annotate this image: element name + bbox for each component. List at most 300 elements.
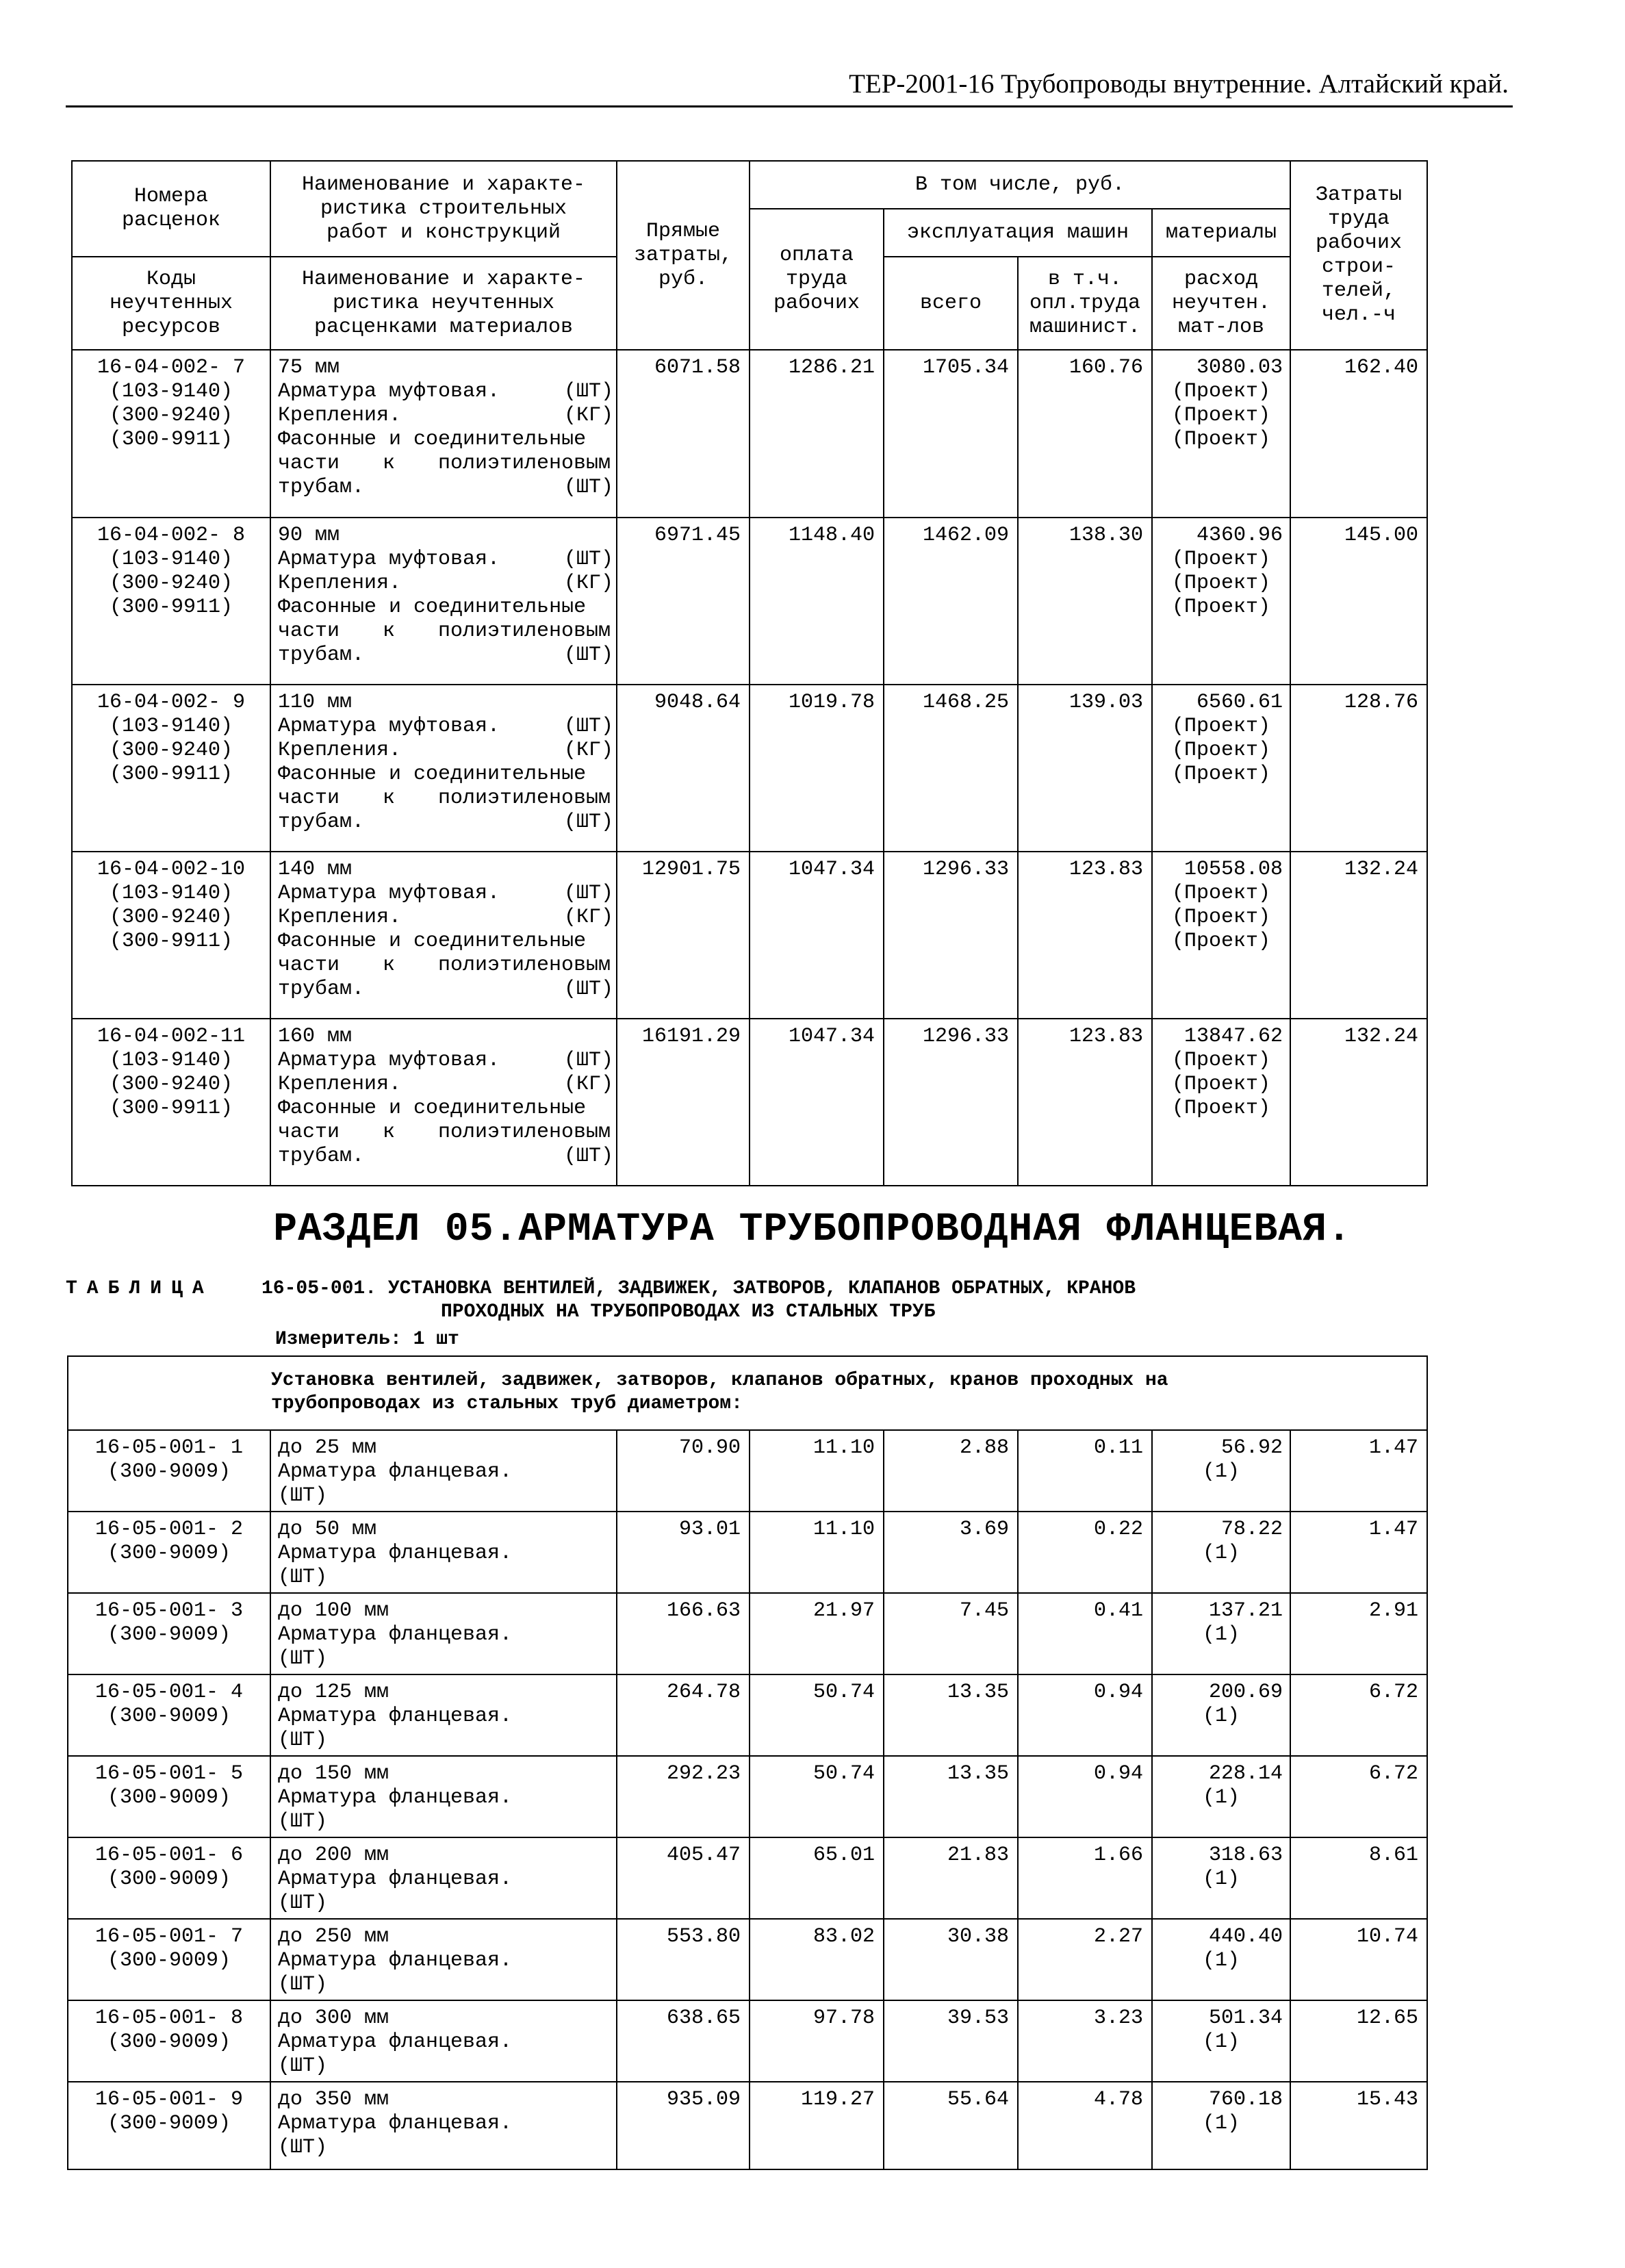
material-line bbox=[278, 1542, 613, 1590]
rate-name-cell bbox=[270, 685, 617, 852]
material-unit: (КГ) bbox=[563, 739, 613, 762]
rate-name-cell bbox=[270, 350, 617, 518]
material-name: трубам. bbox=[278, 1145, 365, 1168]
material-line bbox=[278, 906, 613, 930]
material-name: Арматура фланцевая. bbox=[278, 2112, 513, 2135]
value-operator: 1.66 bbox=[1018, 1837, 1152, 1919]
table-row bbox=[68, 1919, 1427, 2000]
value-labor: 50.74 bbox=[750, 1756, 884, 1837]
value-direct: 9048.64 bbox=[617, 685, 750, 852]
valve-size: до 100 мм bbox=[278, 1599, 389, 1622]
material-line bbox=[278, 1786, 613, 1834]
material-name: Фасонные и соединительные bbox=[278, 596, 587, 619]
header-material-names: Наименование и характе- ристика неучтенных расценками материалов bbox=[270, 257, 617, 350]
resource-code: (103-9140) bbox=[109, 882, 233, 905]
material-unit: (КГ) bbox=[563, 906, 613, 929]
value-labor: 1047.34 bbox=[750, 1019, 884, 1186]
material-unit: (ШТ) bbox=[563, 1145, 613, 1168]
rate-code: 16-05-001- 3 bbox=[94, 1599, 244, 1622]
running-header bbox=[66, 67, 1513, 107]
value-materials bbox=[1152, 1837, 1290, 1919]
project-note: (Проект) bbox=[1171, 1073, 1271, 1096]
value-direct: 264.78 bbox=[617, 1674, 750, 1756]
value-hours: 132.24 bbox=[1290, 1019, 1427, 1186]
material-line bbox=[278, 404, 613, 428]
rate-code: 16-04-002-11 bbox=[97, 1025, 246, 1048]
text-word: полиэтиленовым bbox=[437, 1121, 611, 1144]
table-row bbox=[72, 1019, 1427, 1186]
materials-value: 760.18 bbox=[1208, 2088, 1283, 2111]
material-name: Арматура муфтовая. bbox=[278, 1049, 500, 1072]
resource-code: (300-9911) bbox=[109, 763, 233, 786]
header-rate-numbers: Номера расценок bbox=[72, 161, 270, 257]
value-operator: 0.94 bbox=[1018, 1756, 1152, 1837]
rate-name-cell bbox=[270, 1674, 617, 1756]
valve-size: до 300 мм bbox=[278, 2006, 389, 2030]
value-operator: 0.41 bbox=[1018, 1593, 1152, 1674]
rate-code-cell bbox=[72, 518, 270, 685]
resource-code: (300-9240) bbox=[109, 906, 233, 929]
resource-code: (300-9240) bbox=[109, 739, 233, 762]
value-hours: 1.47 bbox=[1290, 1430, 1427, 1512]
material-name: Арматура фланцевая. bbox=[278, 1542, 513, 1565]
value-materials bbox=[1152, 685, 1290, 852]
rate-code-cell bbox=[72, 852, 270, 1019]
material-name: Арматура муфтовая. bbox=[278, 715, 500, 738]
value-operator: 138.30 bbox=[1018, 518, 1152, 685]
project-note: (Проект) bbox=[1171, 882, 1271, 905]
value-hours: 10.74 bbox=[1290, 1919, 1427, 2000]
valve-size: до 25 мм bbox=[278, 1436, 377, 1460]
resource-code: (103-9140) bbox=[109, 380, 233, 403]
material-line bbox=[278, 978, 613, 1002]
material-name: Крепления. bbox=[278, 404, 402, 427]
material-line bbox=[278, 1145, 613, 1169]
value-materials bbox=[1152, 1756, 1290, 1837]
value-materials bbox=[1152, 1430, 1290, 1512]
text-word: полиэтиленовым bbox=[437, 620, 611, 643]
value-hours: 2.91 bbox=[1290, 1593, 1427, 1674]
project-note: (Проект) bbox=[1171, 404, 1271, 427]
pipe-size: 90 мм bbox=[278, 524, 340, 547]
rate-code: 16-05-001- 5 bbox=[94, 1762, 244, 1785]
material-name: трубам. bbox=[278, 811, 365, 834]
text-word: к bbox=[382, 954, 395, 977]
project-note: (Проект) bbox=[1171, 763, 1271, 786]
header-machines-total: всего bbox=[884, 257, 1018, 350]
value-direct: 93.01 bbox=[617, 1512, 750, 1593]
value-hours: 1.47 bbox=[1290, 1512, 1427, 1593]
value-labor: 65.01 bbox=[750, 1837, 884, 1919]
rate-name-cell bbox=[270, 518, 617, 685]
rate-name-cell bbox=[270, 1837, 617, 1919]
value-labor: 1019.78 bbox=[750, 685, 884, 852]
value-labor: 21.97 bbox=[750, 1593, 884, 1674]
value-direct: 166.63 bbox=[617, 1593, 750, 1674]
text-word: к bbox=[382, 1121, 395, 1144]
valve-size: до 125 мм bbox=[278, 1681, 389, 1704]
value-hours: 12.65 bbox=[1290, 2000, 1427, 2082]
value-direct: 638.65 bbox=[617, 2000, 750, 2082]
material-note: (1) bbox=[1202, 2112, 1240, 2135]
value-machines: 39.53 bbox=[884, 2000, 1018, 2082]
resource-code: (300-9240) bbox=[109, 572, 233, 595]
material-line bbox=[278, 1868, 613, 1915]
material-name: Арматура фланцевая. bbox=[278, 2030, 513, 2054]
project-note: (Проект) bbox=[1171, 1049, 1271, 1072]
value-direct: 292.23 bbox=[617, 1756, 750, 1837]
pipe-size: 110 мм bbox=[278, 691, 353, 714]
material-unit: (КГ) bbox=[563, 404, 613, 427]
material-name: Арматура фланцевая. bbox=[278, 1460, 513, 1483]
material-line bbox=[278, 620, 613, 644]
material-unit: (ШТ) bbox=[563, 715, 613, 738]
header-including: В том числе, руб. bbox=[750, 161, 1290, 209]
rate-name-cell bbox=[270, 2082, 617, 2169]
header-work-name: Наименование и характе- ристика строительных работ и конструкций bbox=[270, 161, 617, 257]
value-materials bbox=[1152, 2082, 1290, 2169]
resource-code: (300-9911) bbox=[109, 428, 233, 451]
material-unit: (ШТ) bbox=[563, 380, 613, 403]
header-wages: оплата труда рабочих bbox=[750, 209, 884, 350]
value-machines: 1296.33 bbox=[884, 852, 1018, 1019]
value-direct: 405.47 bbox=[617, 1837, 750, 1919]
material-line bbox=[278, 787, 613, 811]
material-unit: (КГ) bbox=[563, 572, 613, 595]
material-name: Арматура муфтовая. bbox=[278, 548, 500, 571]
materials-value: 501.34 bbox=[1208, 2006, 1283, 2030]
table-row bbox=[68, 1837, 1427, 1919]
text-word: полиэтиленовым bbox=[437, 787, 611, 810]
resource-code: (300-9240) bbox=[109, 404, 233, 427]
rate-code-cell bbox=[68, 1919, 270, 2000]
valve-size: до 350 мм bbox=[278, 2088, 389, 2111]
table-row bbox=[68, 1756, 1427, 1837]
rate-code-cell bbox=[72, 685, 270, 852]
material-name: Крепления. bbox=[278, 906, 402, 929]
value-direct: 6071.58 bbox=[617, 350, 750, 518]
value-materials bbox=[1152, 1019, 1290, 1186]
value-labor: 97.78 bbox=[750, 2000, 884, 2082]
material-unit: (ШТ) bbox=[563, 644, 613, 667]
value-machines: 2.88 bbox=[884, 1430, 1018, 1512]
materials-value: 318.63 bbox=[1208, 1844, 1283, 1867]
value-labor: 11.10 bbox=[750, 1430, 884, 1512]
material-note: (1) bbox=[1202, 1949, 1240, 1972]
resource-code: (300-9009) bbox=[107, 1949, 231, 1972]
rate-code-cell bbox=[72, 1019, 270, 1186]
table-label: ТАБЛИЦА bbox=[66, 1278, 214, 1299]
value-machines: 13.35 bbox=[884, 1756, 1018, 1837]
rate-name-cell bbox=[270, 1593, 617, 1674]
value-operator: 139.03 bbox=[1018, 685, 1152, 852]
material-unit: (ШТ) bbox=[563, 548, 613, 571]
value-direct: 16191.29 bbox=[617, 1019, 750, 1186]
rate-code: 16-05-001- 7 bbox=[94, 1925, 244, 1948]
header-resource-codes: Коды неучтенных ресурсов bbox=[72, 257, 270, 350]
value-hours: 145.00 bbox=[1290, 518, 1427, 685]
material-name: Фасонные и соединительные bbox=[278, 428, 587, 451]
pipe-size: 140 мм bbox=[278, 858, 353, 881]
value-hours: 162.40 bbox=[1290, 350, 1427, 518]
text-word: части bbox=[278, 954, 340, 977]
header-machine-operation: эксплуатация машин bbox=[884, 209, 1152, 257]
text-word: к bbox=[382, 787, 395, 810]
value-direct: 6971.45 bbox=[617, 518, 750, 685]
table-row bbox=[72, 685, 1427, 852]
value-operator: 0.22 bbox=[1018, 1512, 1152, 1593]
materials-value: 200.69 bbox=[1208, 1681, 1283, 1704]
table-row bbox=[68, 1593, 1427, 1674]
group-title: Установка вентилей, задвижек, затворов, клапанов обратных, кранов проходных на трубопроводах из стальных труб диаметром: bbox=[68, 1356, 1427, 1430]
value-materials bbox=[1152, 350, 1290, 518]
material-line bbox=[278, 1623, 613, 1671]
value-machines: 1468.25 bbox=[884, 685, 1018, 852]
project-note: (Проект) bbox=[1171, 380, 1271, 403]
table-row bbox=[72, 518, 1427, 685]
material-unit: (ШТ) bbox=[278, 1891, 328, 1915]
value-machines: 1296.33 bbox=[884, 1019, 1018, 1186]
material-unit: (ШТ) bbox=[278, 1647, 328, 1670]
material-unit: (ШТ) bbox=[563, 978, 613, 1001]
value-labor: 50.74 bbox=[750, 1674, 884, 1756]
project-note: (Проект) bbox=[1171, 906, 1271, 929]
rate-name-cell bbox=[270, 852, 617, 1019]
value-materials bbox=[1152, 518, 1290, 685]
table-row bbox=[68, 1674, 1427, 1756]
material-line bbox=[278, 1121, 613, 1145]
text-word: к bbox=[382, 620, 395, 643]
rate-name-cell bbox=[270, 2000, 617, 2082]
rate-code: 16-05-001- 1 bbox=[94, 1436, 244, 1460]
project-note: (Проект) bbox=[1171, 596, 1271, 619]
resource-code: (300-9240) bbox=[109, 1073, 233, 1096]
rate-code-cell bbox=[68, 1512, 270, 1593]
material-note: (1) bbox=[1202, 1705, 1240, 1728]
material-unit: (ШТ) bbox=[563, 882, 613, 905]
value-operator: 4.78 bbox=[1018, 2082, 1152, 2169]
material-name: Арматура фланцевая. bbox=[278, 1949, 513, 1972]
project-note: (Проект) bbox=[1171, 548, 1271, 571]
resource-code: (300-9911) bbox=[109, 596, 233, 619]
material-name: Арматура фланцевая. bbox=[278, 1868, 513, 1891]
header-material-consumption: расход неучтен. мат-лов bbox=[1152, 257, 1290, 350]
value-machines: 7.45 bbox=[884, 1593, 1018, 1674]
section-title: РАЗДЕЛ 05.АРМАТУРА ТРУБОПРОВОДНАЯ ФЛАНЦЕВАЯ. bbox=[273, 1208, 1352, 1252]
rate-name-cell bbox=[270, 1512, 617, 1593]
table-row bbox=[68, 2082, 1427, 2169]
resource-code: (300-9009) bbox=[107, 1623, 231, 1646]
rate-code: 16-05-001- 2 bbox=[94, 1518, 244, 1541]
value-machines: 30.38 bbox=[884, 1919, 1018, 2000]
pipe-size: 160 мм bbox=[278, 1025, 353, 1048]
value-labor: 1148.40 bbox=[750, 518, 884, 685]
text-word: полиэтиленовым bbox=[437, 452, 611, 475]
value-direct: 553.80 bbox=[617, 1919, 750, 2000]
resource-code: (300-9009) bbox=[107, 2030, 231, 2054]
header-direct-costs: Прямые затраты, руб. bbox=[617, 161, 750, 350]
resource-code: (103-9140) bbox=[109, 1049, 233, 1072]
materials-value: 440.40 bbox=[1208, 1925, 1283, 1948]
rate-code: 16-04-002- 9 bbox=[97, 691, 246, 714]
value-labor: 119.27 bbox=[750, 2082, 884, 2169]
value-direct: 70.90 bbox=[617, 1430, 750, 1512]
material-line bbox=[278, 1460, 613, 1508]
resource-code: (103-9140) bbox=[109, 715, 233, 738]
value-machines: 1705.34 bbox=[884, 350, 1018, 518]
material-name: Крепления. bbox=[278, 739, 402, 762]
material-line bbox=[278, 1073, 613, 1097]
material-line bbox=[278, 380, 613, 404]
text-word: части bbox=[278, 452, 340, 475]
material-name: Фасонные и соединительные bbox=[278, 1097, 587, 1120]
material-line bbox=[278, 548, 613, 572]
rate-name-cell bbox=[270, 1019, 617, 1186]
material-name: трубам. bbox=[278, 978, 365, 1001]
material-note: (1) bbox=[1202, 1460, 1240, 1483]
project-note: (Проект) bbox=[1171, 1097, 1271, 1120]
valve-size: до 200 мм bbox=[278, 1844, 389, 1867]
material-line bbox=[278, 811, 613, 834]
table-row bbox=[72, 852, 1427, 1019]
resource-code: (300-9009) bbox=[107, 1542, 231, 1565]
table-row bbox=[72, 350, 1427, 518]
material-name: Фасонные и соединительные bbox=[278, 763, 587, 786]
material-note: (1) bbox=[1202, 1868, 1240, 1891]
materials-value: 78.22 bbox=[1220, 1518, 1283, 1541]
header-operator-wages: в т.ч. опл.труда машинист. bbox=[1018, 257, 1152, 350]
header-materials: материалы bbox=[1152, 209, 1290, 257]
value-hours: 6.72 bbox=[1290, 1674, 1427, 1756]
materials-value: 137.21 bbox=[1208, 1599, 1283, 1622]
materials-value: 3080.03 bbox=[1196, 356, 1283, 379]
material-line bbox=[278, 739, 613, 763]
value-machines: 21.83 bbox=[884, 1837, 1018, 1919]
rates-table-pipes bbox=[71, 160, 1428, 1186]
material-name: Арматура муфтовая. bbox=[278, 380, 500, 403]
material-line bbox=[278, 644, 613, 667]
resource-code: (300-9009) bbox=[107, 1786, 231, 1809]
material-unit: (ШТ) bbox=[278, 1729, 328, 1752]
rate-code-cell bbox=[68, 1837, 270, 1919]
materials-value: 6560.61 bbox=[1196, 691, 1283, 714]
value-hours: 8.61 bbox=[1290, 1837, 1427, 1919]
value-materials bbox=[1152, 852, 1290, 1019]
material-name: Крепления. bbox=[278, 572, 402, 595]
rate-code-cell bbox=[68, 1674, 270, 1756]
value-labor: 1047.34 bbox=[750, 852, 884, 1019]
table-caption-line-1: 16-05-001. УСТАНОВКА ВЕНТИЛЕЙ, ЗАДВИЖЕК, ЗАТВОРОВ, КЛАПАНОВ ОБРАТНЫХ, КРАНОВ bbox=[261, 1278, 1136, 1299]
material-name: трубам. bbox=[278, 476, 365, 499]
value-labor: 11.10 bbox=[750, 1512, 884, 1593]
value-operator: 2.27 bbox=[1018, 1919, 1152, 2000]
materials-value: 4360.96 bbox=[1196, 524, 1283, 547]
table-measure: Измеритель: 1 шт bbox=[275, 1329, 459, 1350]
rate-code: 16-05-001- 8 bbox=[94, 2006, 244, 2030]
material-line bbox=[278, 476, 613, 500]
material-name: Фасонные и соединительные bbox=[278, 930, 587, 953]
material-line bbox=[278, 882, 613, 906]
value-operator: 123.83 bbox=[1018, 852, 1152, 1019]
value-machines: 13.35 bbox=[884, 1674, 1018, 1756]
value-operator: 160.76 bbox=[1018, 350, 1152, 518]
material-unit: (ШТ) bbox=[278, 1484, 328, 1507]
material-unit: (ШТ) bbox=[278, 1810, 328, 1833]
rate-code: 16-04-002- 8 bbox=[97, 524, 246, 547]
value-machines: 3.69 bbox=[884, 1512, 1018, 1593]
rate-code-cell bbox=[68, 2082, 270, 2169]
material-note: (1) bbox=[1202, 1623, 1240, 1646]
resource-code: (103-9140) bbox=[109, 548, 233, 571]
table-row bbox=[68, 1512, 1427, 1593]
resource-code: (300-9009) bbox=[107, 2112, 231, 2135]
value-operator: 0.11 bbox=[1018, 1430, 1152, 1512]
value-materials bbox=[1152, 2000, 1290, 2082]
text-word: к bbox=[382, 452, 395, 475]
valve-size: до 250 мм bbox=[278, 1925, 389, 1948]
material-line bbox=[278, 2112, 613, 2160]
materials-value: 56.92 bbox=[1220, 1436, 1283, 1460]
material-line bbox=[278, 715, 613, 739]
rate-code-cell bbox=[68, 1593, 270, 1674]
valve-size: до 50 мм bbox=[278, 1518, 377, 1541]
material-line bbox=[278, 1705, 613, 1753]
value-labor: 1286.21 bbox=[750, 350, 884, 518]
text-word: части bbox=[278, 620, 340, 643]
pipe-size: 75 мм bbox=[278, 356, 340, 379]
table-row bbox=[68, 2000, 1427, 2082]
material-line bbox=[278, 954, 613, 978]
value-direct: 12901.75 bbox=[617, 852, 750, 1019]
value-operator: 3.23 bbox=[1018, 2000, 1152, 2082]
material-unit: (ШТ) bbox=[563, 811, 613, 834]
material-note: (1) bbox=[1202, 1542, 1240, 1565]
material-unit: (ШТ) bbox=[563, 476, 613, 499]
rates-table-valves bbox=[67, 1355, 1428, 2170]
table-row bbox=[68, 1430, 1427, 1512]
material-name: Арматура фланцевая. bbox=[278, 1705, 513, 1728]
material-unit: (ШТ) bbox=[278, 1973, 328, 1996]
resource-code: (300-9911) bbox=[109, 1097, 233, 1120]
material-unit: (КГ) bbox=[563, 1073, 613, 1096]
value-materials bbox=[1152, 1674, 1290, 1756]
resource-code: (300-9911) bbox=[109, 930, 233, 953]
rate-code: 16-05-001- 4 bbox=[94, 1681, 244, 1704]
material-name: Крепления. bbox=[278, 1073, 402, 1096]
project-note: (Проект) bbox=[1171, 715, 1271, 738]
value-operator: 0.94 bbox=[1018, 1674, 1152, 1756]
rate-code: 16-05-001- 9 bbox=[94, 2088, 244, 2111]
material-line bbox=[278, 452, 613, 476]
material-note: (1) bbox=[1202, 2030, 1240, 2054]
value-hours: 15.43 bbox=[1290, 2082, 1427, 2169]
value-labor: 83.02 bbox=[750, 1919, 884, 2000]
material-unit: (ШТ) bbox=[563, 1049, 613, 1072]
rate-code: 16-04-002-10 bbox=[97, 858, 246, 881]
materials-value: 228.14 bbox=[1208, 1762, 1283, 1785]
rate-code: 16-05-001- 6 bbox=[94, 1844, 244, 1867]
resource-code: (300-9009) bbox=[107, 1705, 231, 1728]
value-hours: 132.24 bbox=[1290, 852, 1427, 1019]
material-line bbox=[278, 1949, 613, 1997]
rate-code-cell bbox=[68, 1756, 270, 1837]
material-name: Арматура фланцевая. bbox=[278, 1623, 513, 1646]
value-machines: 55.64 bbox=[884, 2082, 1018, 2169]
valve-size: до 150 мм bbox=[278, 1762, 389, 1785]
material-line bbox=[278, 2030, 613, 2078]
materials-value: 13847.62 bbox=[1183, 1025, 1283, 1048]
material-unit: (ШТ) bbox=[278, 1566, 328, 1589]
